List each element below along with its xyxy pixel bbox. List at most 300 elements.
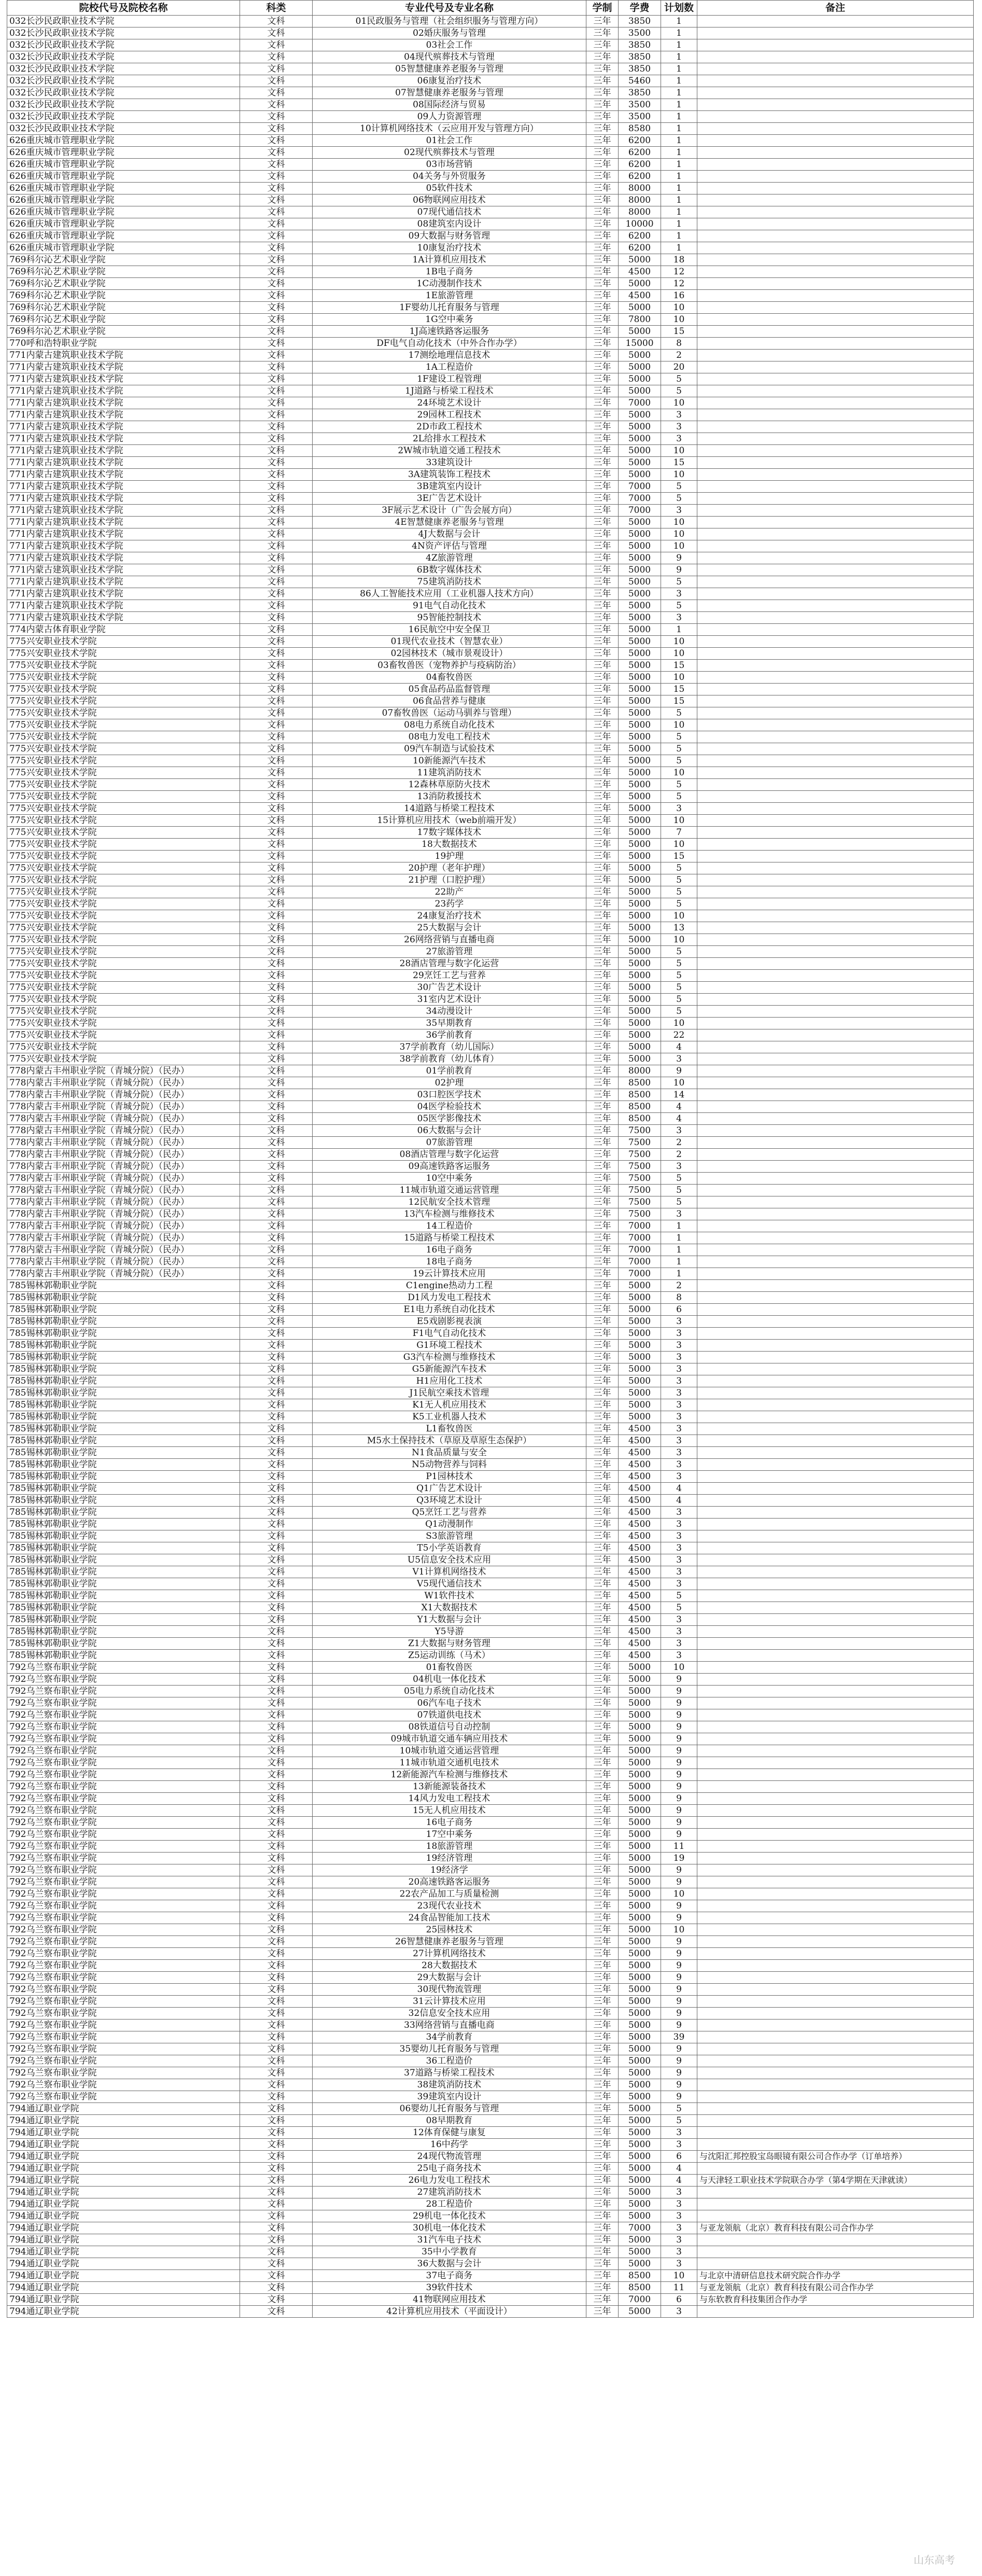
- tuition-cell: 4500: [619, 1614, 661, 1626]
- category-cell: 文科: [240, 2282, 313, 2294]
- category-cell: 文科: [240, 1757, 313, 1769]
- quota-cell: 9: [661, 1733, 697, 1745]
- major-cell: 08早期教育: [313, 2115, 586, 2127]
- tuition-cell: 5000: [619, 612, 661, 624]
- tuition-cell: 5000: [619, 2103, 661, 2115]
- remarks-cell: [697, 1399, 974, 1411]
- remarks-cell: [697, 1029, 974, 1041]
- table-row: [7, 147, 974, 159]
- duration-cell: 三年: [586, 1065, 619, 1077]
- table-row: [7, 135, 974, 147]
- duration-cell: 三年: [586, 1948, 619, 1960]
- remarks-cell: [697, 1996, 974, 2008]
- tuition-cell: 3850: [619, 39, 661, 51]
- remarks-cell: 与北京中清研信息技术研究院合作办学: [697, 2270, 974, 2282]
- duration-cell: 三年: [586, 528, 619, 540]
- tuition-cell: 5000: [619, 1924, 661, 1936]
- quota-cell: 3: [661, 2198, 697, 2210]
- school-cell: 775兴安职业技术学院: [7, 743, 240, 755]
- school-cell: 626重庆城市管理职业学院: [7, 230, 240, 242]
- table-row: [7, 1244, 974, 1256]
- major-cell: 18电子商务: [313, 1256, 586, 1268]
- tuition-cell: 5000: [619, 1411, 661, 1423]
- quota-cell: 3: [661, 1423, 697, 1435]
- school-cell: 778内蒙古丰州职业学院（青城分院）（民办）: [7, 1149, 240, 1161]
- duration-cell: 三年: [586, 1316, 619, 1328]
- tuition-cell: 4500: [619, 1542, 661, 1554]
- school-cell: 771内蒙古建筑职业技术学院: [7, 409, 240, 421]
- remarks-cell: [697, 433, 974, 445]
- quota-cell: 3: [661, 433, 697, 445]
- duration-cell: 三年: [586, 2258, 619, 2270]
- tuition-cell: 5000: [619, 588, 661, 600]
- tuition-cell: 8500: [619, 1089, 661, 1101]
- tuition-cell: 5000: [619, 898, 661, 910]
- remarks-cell: [697, 1125, 974, 1137]
- table-row: [7, 1292, 974, 1304]
- duration-cell: 三年: [586, 2008, 619, 2020]
- school-cell: 792乌兰察布职业学院: [7, 1662, 240, 1674]
- category-cell: 文科: [240, 1244, 313, 1256]
- school-cell: 771内蒙古建筑职业技术学院: [7, 373, 240, 385]
- duration-cell: 三年: [586, 946, 619, 958]
- quota-cell: 9: [661, 1960, 697, 1972]
- major-cell: 30机电一体化技术: [313, 2222, 586, 2234]
- major-cell: 11建筑消防技术: [313, 767, 586, 779]
- table-row: [7, 1626, 974, 1638]
- tuition-cell: 7000: [619, 1244, 661, 1256]
- duration-cell: 三年: [586, 1232, 619, 1244]
- duration-cell: 三年: [586, 1757, 619, 1769]
- table-row: [7, 1757, 974, 1769]
- category-cell: 文科: [240, 1077, 313, 1089]
- duration-cell: 三年: [586, 1495, 619, 1507]
- category-cell: 文科: [240, 660, 313, 672]
- school-cell: 785锡林郭勒职业学院: [7, 1292, 240, 1304]
- table-row: [7, 1817, 974, 1829]
- major-cell: K5工业机器人技术: [313, 1411, 586, 1423]
- tuition-cell: 5000: [619, 994, 661, 1006]
- school-cell: 778内蒙古丰州职业学院（青城分院）（民办）: [7, 1244, 240, 1256]
- tuition-cell: 4500: [619, 1471, 661, 1483]
- remarks-cell: [697, 1495, 974, 1507]
- remarks-cell: [697, 564, 974, 576]
- school-cell: 778内蒙古丰州职业学院（青城分院）（民办）: [7, 1125, 240, 1137]
- category-cell: 文科: [240, 636, 313, 648]
- quota-cell: 10: [661, 648, 697, 660]
- major-cell: 09城市轨道交通车辆应用技术: [313, 1733, 586, 1745]
- school-cell: 770呼和浩特职业学院: [7, 338, 240, 350]
- school-cell: 794通辽职业学院: [7, 2246, 240, 2258]
- category-cell: 文科: [240, 1709, 313, 1721]
- quota-cell: 5: [661, 576, 697, 588]
- table-row: [7, 171, 974, 183]
- quota-cell: 9: [661, 552, 697, 564]
- school-cell: 792乌兰察布职业学院: [7, 2079, 240, 2091]
- duration-cell: 三年: [586, 1185, 619, 1196]
- duration-cell: 三年: [586, 851, 619, 862]
- remarks-cell: [697, 970, 974, 982]
- table-row: [7, 1232, 974, 1244]
- tuition-cell: 7800: [619, 314, 661, 326]
- remarks-cell: [697, 206, 974, 218]
- quota-cell: 9: [661, 1912, 697, 1924]
- quota-cell: 1: [661, 1268, 697, 1280]
- quota-cell: 9: [661, 1769, 697, 1781]
- quota-cell: 5: [661, 1185, 697, 1196]
- duration-cell: 三年: [586, 1626, 619, 1638]
- category-cell: 文科: [240, 1578, 313, 1590]
- school-cell: 792乌兰察布职业学院: [7, 1686, 240, 1697]
- category-cell: 文科: [240, 755, 313, 767]
- category-cell: 文科: [240, 1590, 313, 1602]
- major-cell: 37学前教育（幼儿国际）: [313, 1041, 586, 1053]
- remarks-cell: [697, 1900, 974, 1912]
- quota-cell: 3: [661, 1411, 697, 1423]
- major-cell: 08酒店管理与数字化运营: [313, 1149, 586, 1161]
- category-cell: 文科: [240, 2187, 313, 2198]
- tuition-cell: 5000: [619, 409, 661, 421]
- school-cell: 792乌兰察布职业学院: [7, 2031, 240, 2043]
- category-cell: 文科: [240, 421, 313, 433]
- school-cell: 792乌兰察布职业学院: [7, 1853, 240, 1864]
- major-cell: 35早期教育: [313, 1018, 586, 1029]
- major-cell: 4J大数据与会计: [313, 528, 586, 540]
- category-cell: 文科: [240, 1900, 313, 1912]
- category-cell: 文科: [240, 1817, 313, 1829]
- duration-cell: 三年: [586, 16, 619, 27]
- quota-cell: 1: [661, 1256, 697, 1268]
- category-cell: 文科: [240, 1161, 313, 1173]
- tuition-cell: 5000: [619, 1006, 661, 1018]
- major-cell: 38学前教育（幼儿体育）: [313, 1053, 586, 1065]
- table-row: [7, 1208, 974, 1220]
- quota-cell: 3: [661, 421, 697, 433]
- remarks-cell: [697, 361, 974, 373]
- duration-cell: 三年: [586, 361, 619, 373]
- duration-cell: 三年: [586, 2091, 619, 2103]
- school-cell: 032长沙民政职业技术学院: [7, 123, 240, 135]
- major-cell: 91电气自动化技术: [313, 600, 586, 612]
- duration-cell: 三年: [586, 660, 619, 672]
- tuition-cell: 7000: [619, 1268, 661, 1280]
- remarks-cell: [697, 2008, 974, 2020]
- tuition-cell: 8500: [619, 1113, 661, 1125]
- tuition-cell: 5000: [619, 1912, 661, 1924]
- duration-cell: 三年: [586, 898, 619, 910]
- quota-cell: 3: [661, 1125, 697, 1137]
- quota-cell: 15: [661, 326, 697, 338]
- major-cell: 18旅游管理: [313, 1841, 586, 1853]
- duration-cell: 三年: [586, 63, 619, 75]
- major-cell: 22助产: [313, 886, 586, 898]
- tuition-cell: 7500: [619, 1173, 661, 1185]
- duration-cell: 三年: [586, 815, 619, 827]
- school-cell: 792乌兰察布职业学院: [7, 2091, 240, 2103]
- quota-cell: 1: [661, 218, 697, 230]
- remarks-cell: [697, 1769, 974, 1781]
- school-cell: 769科尔沁艺术职业学院: [7, 302, 240, 314]
- school-cell: 769科尔沁艺术职业学院: [7, 266, 240, 278]
- tuition-cell: 7500: [619, 1125, 661, 1137]
- duration-cell: 三年: [586, 1984, 619, 1996]
- quota-cell: 1: [661, 16, 697, 27]
- table-row: [7, 2079, 974, 2091]
- table-row: [7, 1018, 974, 1029]
- duration-cell: 三年: [586, 1507, 619, 1519]
- category-cell: 文科: [240, 373, 313, 385]
- school-cell: 775兴安职业技术学院: [7, 874, 240, 886]
- tuition-cell: 7500: [619, 1149, 661, 1161]
- category-cell: 文科: [240, 338, 313, 350]
- category-cell: 文科: [240, 1041, 313, 1053]
- table-row: [7, 1459, 974, 1471]
- tuition-cell: 5000: [619, 2139, 661, 2151]
- tuition-cell: 5460: [619, 75, 661, 87]
- remarks-cell: [697, 588, 974, 600]
- quota-cell: 5: [661, 779, 697, 791]
- quota-cell: 1: [661, 87, 697, 99]
- tuition-cell: 5000: [619, 2008, 661, 2020]
- category-cell: 文科: [240, 2031, 313, 2043]
- remarks-cell: [697, 39, 974, 51]
- table-row: [7, 1268, 974, 1280]
- remarks-cell: [697, 2115, 974, 2127]
- category-cell: 文科: [240, 2139, 313, 2151]
- quota-cell: 3: [661, 803, 697, 815]
- table-row: [7, 1006, 974, 1018]
- category-cell: 文科: [240, 1232, 313, 1244]
- tuition-cell: 4500: [619, 1483, 661, 1495]
- tuition-cell: 3500: [619, 99, 661, 111]
- category-cell: 文科: [240, 433, 313, 445]
- school-cell: 778内蒙古丰州职业学院（青城分院）（民办）: [7, 1173, 240, 1185]
- table-row: [7, 2306, 974, 2318]
- duration-cell: 三年: [586, 1077, 619, 1089]
- tuition-cell: 5000: [619, 1041, 661, 1053]
- school-cell: 032长沙民政职业技术学院: [7, 99, 240, 111]
- category-cell: 文科: [240, 922, 313, 934]
- header-quota: 计划数: [661, 1, 697, 16]
- quota-cell: 3: [661, 1340, 697, 1352]
- major-cell: 1C动漫制作技术: [313, 278, 586, 290]
- table-row: [7, 1745, 974, 1757]
- remarks-cell: [697, 469, 974, 481]
- table-row: [7, 1363, 974, 1375]
- duration-cell: 三年: [586, 397, 619, 409]
- quota-cell: 9: [661, 2067, 697, 2079]
- quota-cell: 5: [661, 1173, 697, 1185]
- quota-cell: 12: [661, 266, 697, 278]
- remarks-cell: [697, 1280, 974, 1292]
- quota-cell: 9: [661, 2008, 697, 2020]
- remarks-cell: [697, 218, 974, 230]
- tuition-cell: 4500: [619, 1602, 661, 1614]
- remarks-cell: [697, 1948, 974, 1960]
- category-cell: 文科: [240, 2258, 313, 2270]
- category-cell: 文科: [240, 1340, 313, 1352]
- remarks-cell: [697, 1793, 974, 1805]
- tuition-cell: 5000: [619, 1053, 661, 1065]
- tuition-cell: 5000: [619, 743, 661, 755]
- school-cell: 626重庆城市管理职业学院: [7, 206, 240, 218]
- table-row: [7, 1805, 974, 1817]
- duration-cell: 三年: [586, 2294, 619, 2306]
- tuition-cell: 7500: [619, 1185, 661, 1196]
- remarks-cell: [697, 1984, 974, 1996]
- school-cell: 794通辽职业学院: [7, 2127, 240, 2139]
- quota-cell: 3: [661, 1053, 697, 1065]
- table-row: [7, 1185, 974, 1196]
- major-cell: 1G空中乘务: [313, 314, 586, 326]
- category-cell: 文科: [240, 564, 313, 576]
- school-cell: 792乌兰察布职业学院: [7, 1936, 240, 1948]
- quota-cell: 3: [661, 1614, 697, 1626]
- remarks-cell: [697, 266, 974, 278]
- school-cell: 792乌兰察布职业学院: [7, 1888, 240, 1900]
- school-cell: 775兴安职业技术学院: [7, 1029, 240, 1041]
- tuition-cell: 5000: [619, 278, 661, 290]
- duration-cell: 三年: [586, 1352, 619, 1363]
- tuition-cell: 8500: [619, 1077, 661, 1089]
- tuition-cell: 5000: [619, 2246, 661, 2258]
- remarks-cell: [697, 1602, 974, 1614]
- category-cell: 文科: [240, 481, 313, 493]
- school-cell: 785锡林郭勒职业学院: [7, 1375, 240, 1387]
- major-cell: 32信息安全技术应用: [313, 2008, 586, 2020]
- remarks-cell: 与天津轻工职业技术学院联合办学（第4学期在天津就读）: [697, 2175, 974, 2187]
- major-cell: 37电子商务: [313, 2270, 586, 2282]
- category-cell: 文科: [240, 862, 313, 874]
- quota-cell: 15: [661, 457, 697, 469]
- table-row: [7, 1196, 974, 1208]
- quota-cell: 5: [661, 1006, 697, 1018]
- table-row: [7, 2031, 974, 2043]
- category-cell: 文科: [240, 803, 313, 815]
- major-cell: 24现代物流管理: [313, 2151, 586, 2163]
- quota-cell: 5: [661, 755, 697, 767]
- tuition-cell: 4500: [619, 1590, 661, 1602]
- major-cell: 12体育保健与康复: [313, 2127, 586, 2139]
- tuition-cell: 5000: [619, 1996, 661, 2008]
- remarks-cell: [697, 1912, 974, 1924]
- tuition-cell: 5000: [619, 1674, 661, 1686]
- remarks-cell: [697, 1232, 974, 1244]
- tuition-cell: 5000: [619, 922, 661, 934]
- remarks-cell: [697, 2234, 974, 2246]
- major-cell: 31云计算技术应用: [313, 1996, 586, 2008]
- quota-cell: 3: [661, 1530, 697, 1542]
- category-cell: 文科: [240, 2115, 313, 2127]
- school-cell: 785锡林郭勒职业学院: [7, 1530, 240, 1542]
- category-cell: 文科: [240, 2091, 313, 2103]
- remarks-cell: [697, 1328, 974, 1340]
- table-row: [7, 791, 974, 803]
- major-cell: 24康复治疗技术: [313, 910, 586, 922]
- major-cell: 10城市轨道交通运营管理: [313, 1745, 586, 1757]
- tuition-cell: 8000: [619, 206, 661, 218]
- quota-cell: 9: [661, 1709, 697, 1721]
- school-cell: 775兴安职业技术学院: [7, 707, 240, 719]
- remarks-cell: [697, 874, 974, 886]
- major-cell: 34动漫设计: [313, 1006, 586, 1018]
- quota-cell: 5: [661, 946, 697, 958]
- quota-cell: 1: [661, 230, 697, 242]
- school-cell: 775兴安职业技术学院: [7, 970, 240, 982]
- tuition-cell: 5000: [619, 2127, 661, 2139]
- tuition-cell: 5000: [619, 433, 661, 445]
- tuition-cell: 4500: [619, 1578, 661, 1590]
- remarks-cell: [697, 1435, 974, 1447]
- table-row: [7, 1769, 974, 1781]
- duration-cell: 三年: [586, 445, 619, 457]
- duration-cell: 三年: [586, 206, 619, 218]
- quota-cell: 3: [661, 2258, 697, 2270]
- table-row: [7, 2270, 974, 2282]
- category-cell: 文科: [240, 2246, 313, 2258]
- tuition-cell: 6200: [619, 230, 661, 242]
- remarks-cell: [697, 1423, 974, 1435]
- category-cell: 文科: [240, 1829, 313, 1841]
- table-row: [7, 314, 974, 326]
- remarks-cell: 与亚龙领航（北京）教育科技有限公司合作办学: [697, 2222, 974, 2234]
- tuition-cell: 4500: [619, 1519, 661, 1530]
- major-cell: 16民航空中安全保卫: [313, 624, 586, 636]
- table-row: [7, 1149, 974, 1161]
- duration-cell: 三年: [586, 111, 619, 123]
- duration-cell: 三年: [586, 970, 619, 982]
- table-row: [7, 1041, 974, 1053]
- remarks-cell: [697, 1876, 974, 1888]
- tuition-cell: 5000: [619, 886, 661, 898]
- school-cell: 771内蒙古建筑职业技术学院: [7, 552, 240, 564]
- duration-cell: 三年: [586, 1340, 619, 1352]
- major-cell: 39软件技术: [313, 2282, 586, 2294]
- school-cell: 771内蒙古建筑职业技术学院: [7, 564, 240, 576]
- remarks-cell: [697, 803, 974, 815]
- major-cell: 29机电一体化技术: [313, 2210, 586, 2222]
- category-cell: 文科: [240, 242, 313, 254]
- quota-cell: 1: [661, 99, 697, 111]
- school-cell: 785锡林郭勒职业学院: [7, 1447, 240, 1459]
- duration-cell: 三年: [586, 2031, 619, 2043]
- duration-cell: 三年: [586, 1447, 619, 1459]
- table-row: [7, 2258, 974, 2270]
- remarks-cell: [697, 1745, 974, 1757]
- tuition-cell: 4500: [619, 1423, 661, 1435]
- school-cell: 785锡林郭勒职业学院: [7, 1280, 240, 1292]
- tuition-cell: 5000: [619, 1733, 661, 1745]
- duration-cell: 三年: [586, 1900, 619, 1912]
- major-cell: 39建筑室内设计: [313, 2091, 586, 2103]
- major-cell: 13消防救援技术: [313, 791, 586, 803]
- duration-cell: 三年: [586, 2282, 619, 2294]
- major-cell: T5小学英语教育: [313, 1542, 586, 1554]
- duration-cell: 三年: [586, 755, 619, 767]
- major-cell: 06物联网应用技术: [313, 194, 586, 206]
- tuition-cell: 5000: [619, 695, 661, 707]
- table-row: [7, 1161, 974, 1173]
- school-cell: 775兴安职业技术学院: [7, 779, 240, 791]
- tuition-cell: 5000: [619, 1304, 661, 1316]
- quota-cell: 1: [661, 27, 697, 39]
- duration-cell: 三年: [586, 51, 619, 63]
- duration-cell: 三年: [586, 87, 619, 99]
- tuition-cell: 4500: [619, 1447, 661, 1459]
- table-row: [7, 1936, 974, 1948]
- major-cell: 95智能控制技术: [313, 612, 586, 624]
- school-cell: 785锡林郭勒职业学院: [7, 1411, 240, 1423]
